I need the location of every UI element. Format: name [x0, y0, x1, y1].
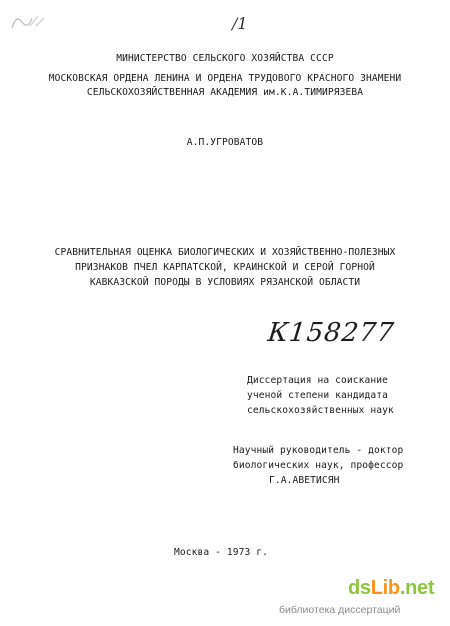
corner-handwritten-mark: /1 — [232, 14, 248, 33]
handwritten-inventory-number: К158277 — [266, 318, 396, 348]
academy-line-1: МОСКОВСКАЯ ОРДЕНА ЛЕНИНА И ОРДЕНА ТРУДОВОГО КРАСНОГО ЗНАМЕНИ — [48, 73, 402, 84]
title-line-1: СРАВНИТЕЛЬНАЯ ОЦЕНКА БИОЛОГИЧЕСКИХ И ХОЗЯЙСТВЕННО-ПОЛЕЗНЫХ — [54, 247, 396, 258]
ministry-line: МИНИСТЕРСТВО СЕЛЬСКОГО ХОЗЯЙСТВА СССР — [116, 53, 334, 64]
dissertation-line-1: Диссертация на соискание — [247, 375, 389, 386]
dissertation-line-3: сельскохозяйственных наук — [247, 405, 394, 416]
place-year: Москва - 1973 г. — [174, 547, 269, 558]
title-line-3: КАВКАЗСКОЙ ПОРОДЫ В УСЛОВИЯХ РЯЗАНСКОЙ ОБЛАСТИ — [89, 277, 361, 288]
logo-text: dsLib.net — [348, 577, 435, 599]
logo-subtitle: библиотека диссертаций — [279, 604, 401, 616]
dissertation-line-2: ученой степени кандидата — [247, 390, 389, 401]
advisor-name: Г.А.АВЕТИСЯН — [269, 475, 340, 486]
advisor-line-2: биологических наук, профессор — [233, 460, 404, 471]
dslib-logo[interactable] — [348, 577, 434, 600]
academy-line-2: СЕЛЬСКОХОЗЯЙСТВЕННАЯ АКАДЕМИЯ им.К.А.ТИМИРЯЗЕВА — [86, 87, 364, 98]
author-name: А.П.УГРОВАТОВ — [186, 137, 264, 148]
library-stamp-mark — [8, 8, 58, 38]
title-line-2: ПРИЗНАКОВ ПЧЕЛ КАРПАТСКОЙ, КРАИНСКОЙ И СЕРОЙ ГОРНОЙ — [75, 262, 375, 273]
advisor-line-1: Научный руководитель - доктор — [233, 445, 404, 456]
